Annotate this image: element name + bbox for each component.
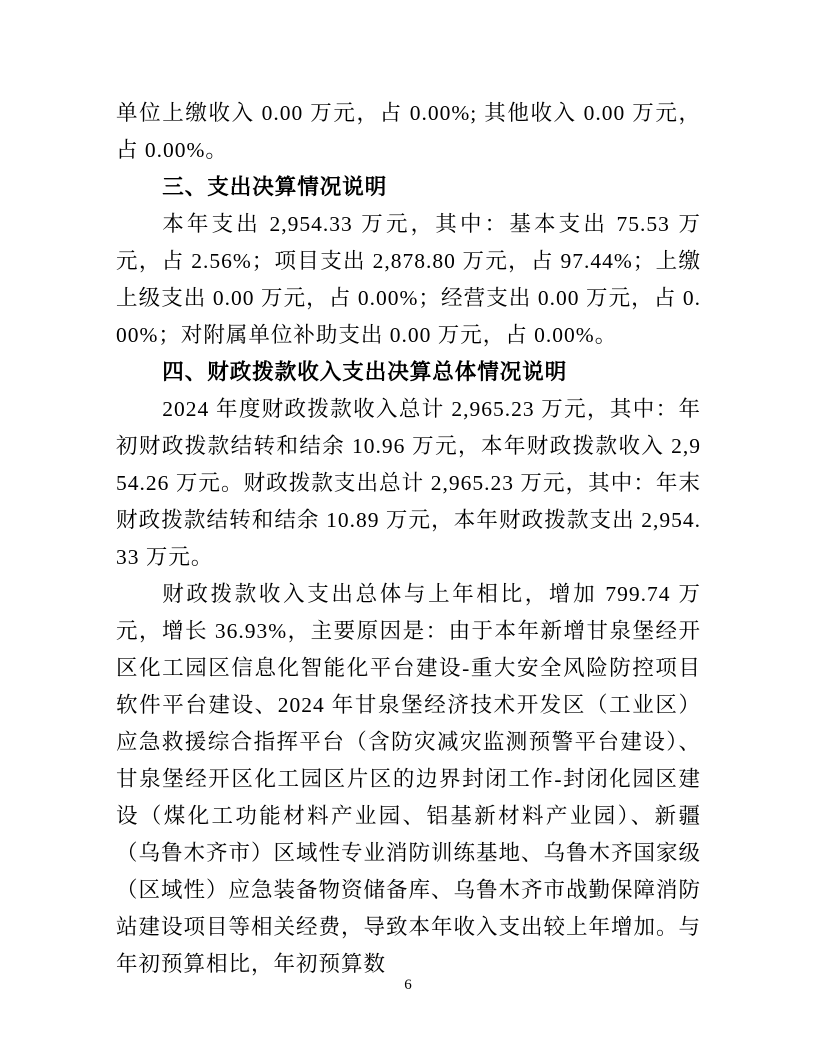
paragraph-yearly-comparison: 财政拨款收入支出总体与上年相比，增加 799.74 万元，增长 36.93%，主要原因是：由于本年新增甘泉堡经开区化工园区信息化智能化平台建设-重大安全风险防控项目软件平台建设、2024 年甘泉堡经济技术开发区（工业区）应急救援综合指挥平台（含防灾减灾监测预警平台建设）、甘泉堡经开区化工园区片区的边界封闭工作-封闭化园区建设（煤化工功能材料产业园、铝基新材料产业园）、新疆（乌鲁木齐市）区域性专业消防训练基地、乌鲁木齐国家级（区域性）应急装备物资储备库、乌鲁木齐市战勤保障消防站建设项目等相关经费，导致本年收入支出较上年增加。与年初预算相比，年初预算数 xyxy=(116,582,702,976)
page-number: 6 xyxy=(404,977,412,993)
section-heading-expenditure: 三、支出决算情况说明 xyxy=(162,175,388,199)
page-footer xyxy=(0,976,816,994)
paragraph-income-continued: 单位上缴收入 0.00 万元，占 0.00%; 其他收入 0.00 万元，占 0.00%。 xyxy=(116,101,701,162)
paragraph-expenditure-detail: 本年支出 2,954.33 万元，其中：基本支出 75.53 万元，占 2.56%；项目支出 2,878.80 万元，占 97.44%；上缴上级支出 0.00 万元，占 0.00%；经营支出 0.00 万元，占 0.00%；对附属单位补助支出 0.00 万元，占 0.00%。 xyxy=(116,212,701,347)
document-body xyxy=(116,95,701,983)
paragraph-appropriation-totals: 2024 年度财政拨款收入总计 2,965.23 万元，其中：年初财政拨款结转和结余 10.96 万元，本年财政拨款收入 2,954.26 万元。财政拨款支出总计 2,965.23 万元，其中：年末财政拨款结转和结余 10.89 万元，本年财政拨款支出 2,954.33 万元。 xyxy=(116,397,701,569)
section-heading-fiscal-appropriation: 四、财政拨款收入支出决算总体情况说明 xyxy=(162,360,568,384)
